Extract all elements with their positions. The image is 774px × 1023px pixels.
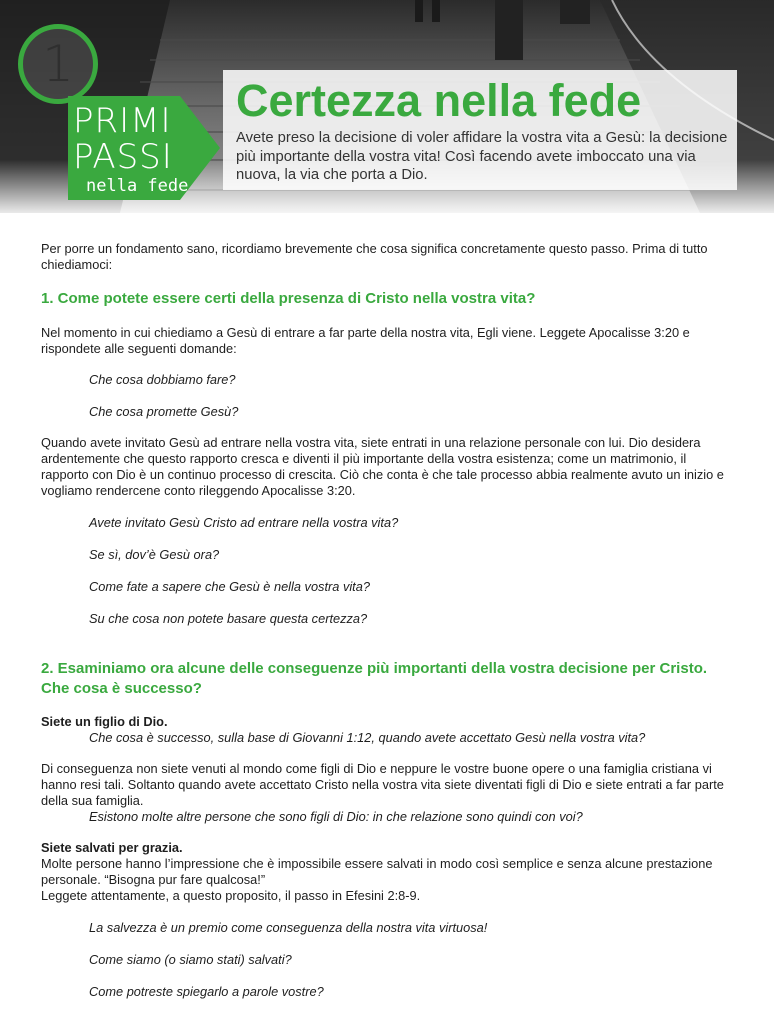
section2-question-2: Esistono molte altre persone che sono figli di Dio: in che relazione sono quindi con voi? — [89, 809, 583, 824]
badge-label-passi: PASSI — [73, 137, 173, 177]
section2-paragraph-2: Molte persone hanno l’impressione che è impossibile essere salvati in modo così semplice e senza alcune prestazione personale. “Bisogna pur fare qualcosa!” — [41, 856, 713, 887]
section2-question-3: La salvezza è un premio come conseguenza della nostra vita virtuosa! — [89, 920, 488, 935]
badge-label-nella-fede: nella fede — [86, 176, 189, 196]
section2-paragraph-1: Di conseguenza non siete venuti al mondo come figli di Dio e neppure le vostre buone opere o una famiglia cristiana vi hanno resi tali. Soltanto quando avete accettato Cristo nella vostra vita siete diventati figli di Dio e siete entrati a far parte della sua famiglia. — [41, 761, 724, 808]
section2-paragraph-3: Leggete attentamente, a questo proposito, il passo in Efesini 2:8-9. — [41, 888, 421, 903]
badge-label-primi: PRIMI — [73, 101, 172, 141]
section2-subheading-1: Siete un figlio di Dio. — [41, 714, 168, 729]
header-banner — [0, 0, 774, 213]
page-title: Certezza nella fede — [236, 75, 642, 126]
section1-question-2: Che cosa promette Gesù? — [89, 404, 239, 419]
section2-question-4: Come siamo (o siamo stati) salvati? — [89, 952, 292, 967]
section2-question-5: Come potreste spiegarlo a parole vostre? — [89, 984, 324, 999]
section1-question-6: Su che cosa non potete basare questa certezza? — [89, 611, 368, 626]
opening-paragraph: Per porre un fondamento sano, ricordiamo brevemente che cosa significa concretamente questo passo. Prima di tutto chiediamoci: — [41, 241, 708, 272]
section2-heading: 2. Esaminiamo ora alcune delle conseguenze più importanti della vostra decisione per Cristo. Che cosa è successo? — [41, 660, 708, 697]
section1-paragraph-1: Nel momento in cui chiediamo a Gesù di entrare a far parte della nostra vita, Egli viene. Leggete Apocalisse 3:20 e rispondete alle seguenti domande: — [41, 325, 690, 356]
section2-subheading-2: Siete salvati per grazia. — [41, 840, 183, 855]
section1-paragraph-2: Quando avete invitato Gesù ad entrare nella vostra vita, siete entrati in una relazione personale con lui. Dio desidera ardentemente che questo rapporto cresca e diventi il più importante della vostra esistenza; come un matrimonio, il rapporto con Dio è un continuo processo di crescita. Ciò che conta è che tale processo abbia realmente avuto un inizio e vogliamo rendercene conto rileggendo Apocalisse 3:20. — [41, 435, 724, 498]
badge-number: 1 — [42, 35, 74, 93]
section1-question-5: Come fate a sapere che Gesù è nella vostra vita? — [89, 579, 370, 594]
section1-heading: 1. Come potete essere certi della presenza di Cristo nella vostra vita? — [41, 290, 536, 307]
section1-question-1: Che cosa dobbiamo fare? — [89, 372, 236, 387]
section2-question-1: Che cosa è successo, sulla base di Giovanni 1:12, quando avete accettato Gesù nella vostra vita? — [89, 730, 646, 745]
section1-question-3: Avete invitato Gesù Cristo ad entrare nella vostra vita? — [89, 515, 399, 530]
section1-question-4: Se sì, dov’è Gesù ora? — [89, 547, 220, 562]
intro-text: Avete preso la decisione di voler affidare la vostra vita a Gesù: la decisione più importante della vostra vita! Così facendo avete imboccato una via nuova, la via che porta a Dio. — [236, 130, 728, 183]
